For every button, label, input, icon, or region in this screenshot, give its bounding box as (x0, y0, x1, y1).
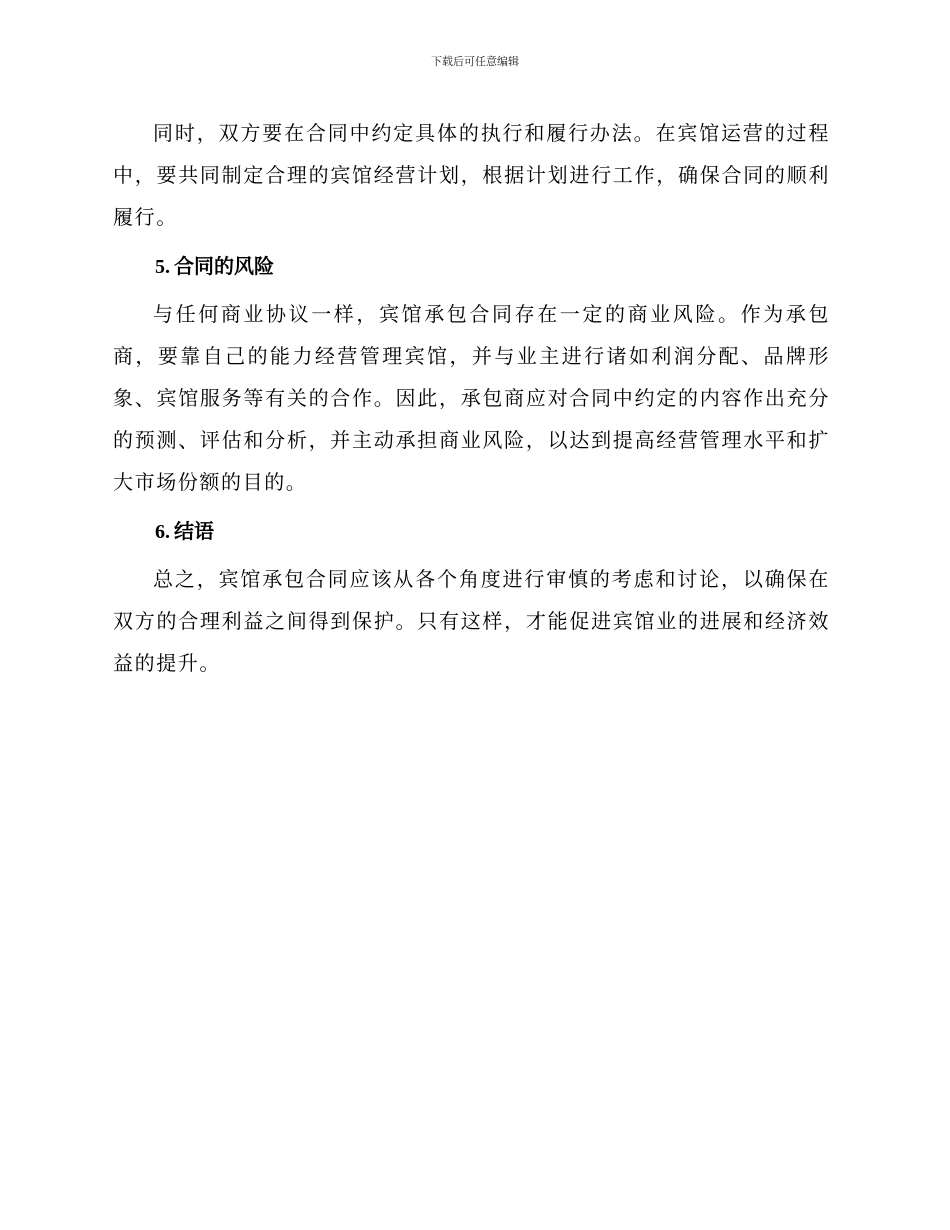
section-heading-conclusion (113, 510, 830, 553)
section-title: 合同的风险 (174, 254, 274, 278)
page-header: 下载后可任意编辑 (431, 55, 519, 68)
paragraph-execution: 同时，双方要在合同中约定具体的执行和履行办法。在宾馆运营的过程中，要共同制定合理的宾馆经营计划，根据计划进行工作，确保合同的顺利履行。 (113, 121, 830, 229)
paragraph-conclusion: 总之，宾馆承包合同应该从各个角度进行审慎的考虑和讨论，以确保在双方的合理利益之间得到保护。只有这样，才能促进宾馆业的进展和经济效益的提升。 (113, 567, 830, 675)
section-number: 5. (155, 256, 170, 278)
section-title: 结语 (174, 519, 214, 543)
section-heading-risk (113, 245, 830, 288)
document-body (113, 112, 830, 684)
paragraph-risk: 与任何商业协议一样，宾馆承包合同存在一定的商业风险。作为承包商，要靠自己的能力经营管理宾馆，并与业主进行诸如利润分配、品牌形象、宾馆服务等有关的合作。因此，承包商应对合同中约定的内容作出充分的预测、评估和分析，并主动承担商业风险，以达到提高经营管理水平和扩大市场份额的目的。 (113, 302, 830, 494)
section-number: 6. (155, 521, 170, 543)
